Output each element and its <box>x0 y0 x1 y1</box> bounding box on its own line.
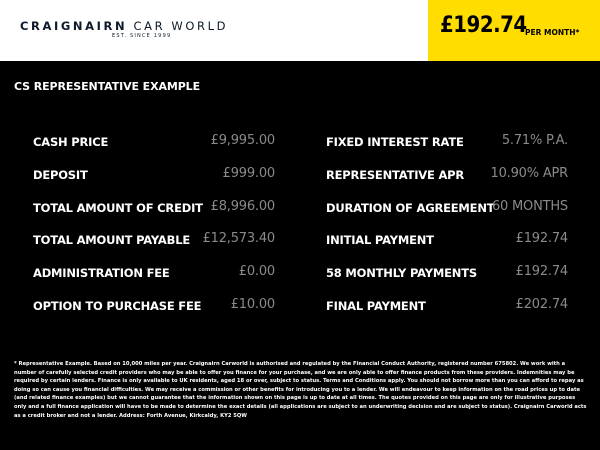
finance-row <box>33 164 275 197</box>
header-bar <box>0 0 600 61</box>
finance-row <box>33 131 275 164</box>
finance-row <box>326 131 568 164</box>
finance-row-label: REPRESENTATIVE APR <box>326 167 465 182</box>
finance-row-value: £0.00 <box>238 264 275 280</box>
finance-row-value: £202.74 <box>515 296 568 312</box>
finance-row-value: £192.74 <box>515 264 568 280</box>
finance-row <box>326 229 568 262</box>
finance-row-label: 58 MONTHLY PAYMENTS <box>326 266 477 281</box>
finance-row-value: £999.00 <box>222 165 275 181</box>
legal-footnote: * Representative Example. Based on 10,000 miles per year. Craignairn Carworld is authorised and regulated by the Financial Conduct Authority, registered number 675802. We work with a number of carefully selected credit providers who may be able to offer you finance for your purchase, and we are only able to offer finance products from these providers. Indemnities may be required by certain lenders. Finance is only available to UK residents, aged 18 or over, subject to status. Terms and Conditions apply. You should not borrow more than you can afford to repay as doing so can cause you financial difficulties. We may receive a commission or other benefits for introducing you to a lender. We will endeavour to keep information on the road prices up to date (and related finance examples) but we cannot guarantee that the information shown on this page is up to date at all times. The quotes provided on this page are only for illustrative purposes only and a full finance application will have to be made to determine the exact details (all applications are subject to an underwriting decision and are subject to status). Craignairn Carworld acts as a credit broker and not a lender. Address: Forth Avenue, Kirkcaldy, KY2 5QW <box>14 361 587 419</box>
logo-wordmark <box>20 19 228 33</box>
finance-row-label: ADMINISTRATION FEE <box>33 266 170 281</box>
finance-row-label: TOTAL AMOUNT PAYABLE <box>33 233 190 248</box>
finance-row <box>33 295 275 328</box>
finance-row-label: TOTAL AMOUNT OF CREDIT <box>33 200 203 215</box>
logo-brand-suffix: CAR WORLD <box>133 19 229 33</box>
finance-row-label: INITIAL PAYMENT <box>326 233 434 248</box>
finance-row-value: 10.90% APR <box>490 165 568 181</box>
monthly-price-amount: £192.74 <box>440 13 527 38</box>
finance-row-label: OPTION TO PURCHASE FEE <box>33 298 202 313</box>
finance-row <box>326 295 568 328</box>
finance-row <box>33 197 275 230</box>
finance-details-left <box>33 131 275 328</box>
finance-row-label: FIXED INTEREST RATE <box>326 135 464 149</box>
finance-row-value: £12,573.40 <box>202 231 275 247</box>
finance-row <box>326 262 568 295</box>
section-title: CS REPRESENTATIVE EXAMPLE <box>14 80 201 93</box>
monthly-price-period: PER MONTH* <box>525 28 580 37</box>
company-logo[interactable] <box>20 19 229 43</box>
finance-row-label: DEPOSIT <box>33 167 88 182</box>
finance-row-value: £8,996.00 <box>210 198 275 214</box>
finance-row-label: DURATION OF AGREEMENT <box>326 200 495 215</box>
finance-row-label: FINAL PAYMENT <box>326 298 426 313</box>
logo-brand-name: CRAIGNAIRN <box>20 19 128 33</box>
finance-row <box>33 229 275 262</box>
finance-row <box>326 197 568 230</box>
finance-row <box>33 262 275 295</box>
logo-tagline: EST. SINCE 1999 <box>112 33 172 39</box>
finance-row-value: 60 MONTHS <box>491 198 568 214</box>
finance-row-value: £9,995.00 <box>210 133 275 148</box>
finance-row-label: CASH PRICE <box>33 135 109 149</box>
finance-row-value: £192.74 <box>515 231 568 247</box>
finance-row <box>326 164 568 197</box>
finance-row-value: £10.00 <box>230 296 275 312</box>
monthly-price-box <box>428 0 600 61</box>
finance-row-value: 5.71% P.A. <box>501 133 568 148</box>
finance-details-right <box>326 131 568 328</box>
